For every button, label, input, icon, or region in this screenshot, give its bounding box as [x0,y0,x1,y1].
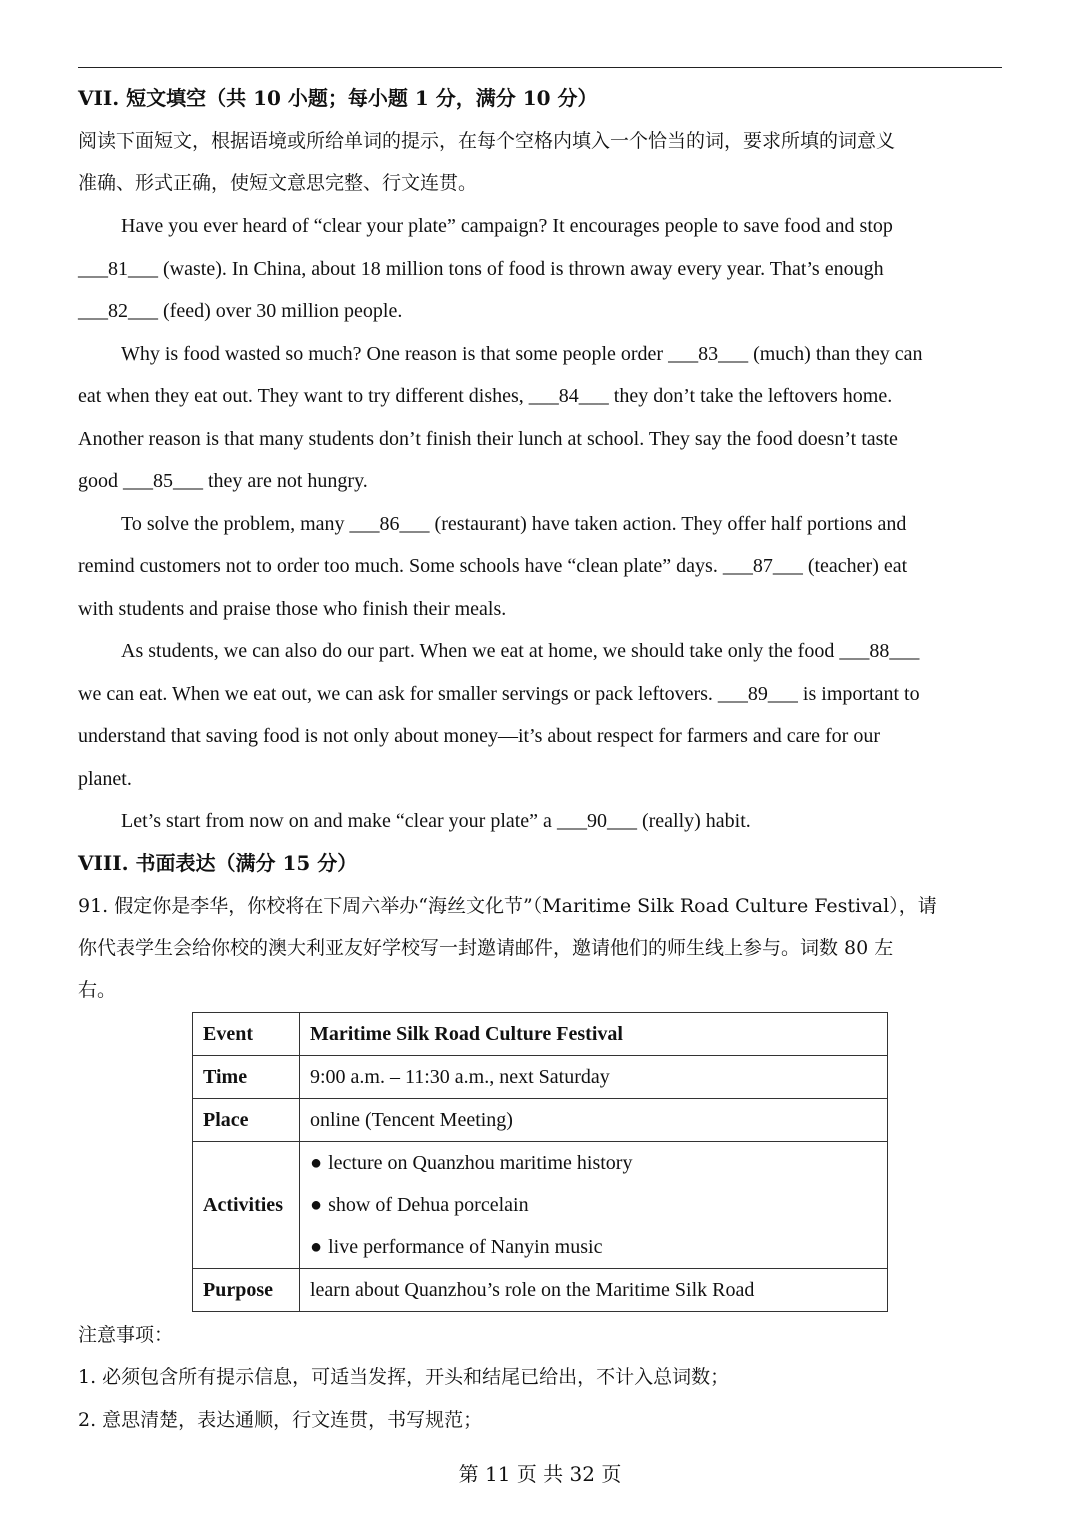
passage-line: Another reason is that many students don’t finish their lunch at school. They say the food doesn’t taste [78,428,898,450]
bullet-icon: ● [310,1194,323,1216]
top-divider [78,67,1002,68]
activity-text: show of Dehua porcelain [328,1194,529,1216]
section-7-instruction-2: 准确、形式正确，使短文意思完整、行文连贯。 [78,172,478,194]
event-value: Maritime Silk Road Culture Festival [300,1013,888,1056]
place-value: online (Tencent Meeting) [300,1099,888,1142]
activity-text: lecture on Quanzhou maritime history [328,1152,633,1174]
passage-line: planet. [78,768,132,790]
passage-line: Why is food wasted so much? One reason is that some people order ___83___ (much) than they can [121,343,923,365]
passage-line: understand that saving food is not only about money—it’s about respect for farmers and care for our [78,725,881,747]
writing-prompt-line-3: 右。 [78,979,117,1001]
table-row [193,1013,888,1056]
table-row [193,1269,888,1312]
passage-line: we can eat. When we eat out, we can ask for smaller servings or pack leftovers. ___89___ is important to [78,683,920,705]
passage-line: To solve the problem, many ___86___ (restaurant) have taken action. They offer half portions and [121,513,907,535]
time-value: 9:00 a.m. – 11:30 a.m., next Saturday [300,1056,888,1099]
event-label: Event [193,1013,300,1056]
passage-line: eat when they eat out. They want to try different dishes, ___84___ they don’t take the leftovers home. [78,385,893,407]
activity-item [310,1142,877,1184]
table-row [193,1056,888,1099]
activity-text: live performance of Nanyin music [328,1236,603,1258]
activities-list [300,1142,888,1269]
passage-line: As students, we can also do our part. When we eat at home, we should take only the food ___88___ [121,640,920,662]
festival-info-table [192,1012,888,1312]
time-label: Time [193,1056,300,1099]
passage-line: ___81___ (waste). In China, about 18 million tons of food is thrown away every year. That’s enough [78,258,884,280]
writing-prompt-line-1: 91. 假定你是李华，你校将在下周六举办“海丝文化节”（Maritime Silk Road Culture Festival），请 [78,895,937,917]
purpose-value: learn about Quanzhou’s role on the Maritime Silk Road [300,1269,888,1312]
activity-item [310,1226,877,1268]
passage-line: remind customers not to order too much. Some schools have “clean plate” days. ___87___ (teacher) eat [78,555,908,577]
passage-line: good ___85___ they are not hungry. [78,470,368,492]
note-item-1: 1. 必须包含所有提示信息，可适当发挥，开头和结尾已给出，不计入总词数； [78,1366,730,1388]
note-item-2: 2. 意思清楚，表达通顺，行文连贯，书写规范； [78,1409,483,1431]
passage-line: Let’s start from now on and make “clear your plate” a ___90___ (really) habit. [121,810,751,832]
writing-prompt-line-2: 你代表学生会给你校的澳大利亚友好学校写一封邀请邮件，邀请他们的师生线上参与。词数 80 左 [78,937,894,959]
section-8-title: VIII. 书面表达（满分 15 分） [78,851,358,875]
activity-item [310,1184,877,1226]
table-row [193,1099,888,1142]
passage-line: Have you ever heard of “clear your plate” campaign? It encourages people to save food and stop [121,215,893,237]
notes-title: 注意事项： [78,1324,174,1346]
place-label: Place [193,1099,300,1142]
passage-line: ___82___ (feed) over 30 million people. [78,300,403,322]
purpose-label: Purpose [193,1269,300,1312]
table-row [193,1142,888,1269]
passage-line: with students and praise those who finish their meals. [78,598,507,620]
bullet-icon: ● [310,1152,323,1174]
bullet-icon: ● [310,1236,323,1258]
activities-label: Activities [193,1142,300,1269]
section-7-instruction-1: 阅读下面短文，根据语境或所给单词的提示，在每个空格内填入一个恰当的词，要求所填的词意义 [78,130,896,152]
page-number: 第 11 页 共 32 页 [458,1462,622,1486]
section-7-title: VII. 短文填空（共 10 小题；每小题 1 分，满分 10 分） [78,86,598,110]
